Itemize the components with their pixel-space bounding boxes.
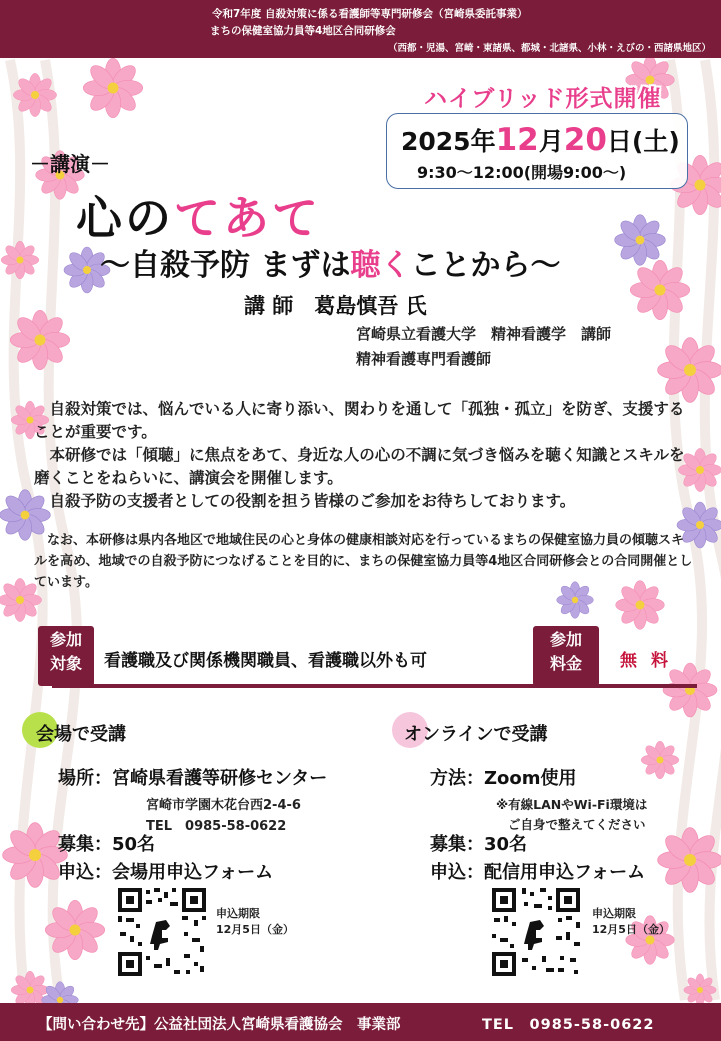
subtitle-part-2: 聴く [350,248,411,283]
date-weekday: (土) [631,127,680,156]
header-line-3: （西都・児湯、宮崎・東諸県、都城・北諸県、小林・えびの・西諸県地区） [387,43,711,54]
header-line-1: 令和7年度 自殺対策に係る看護師等専門研修会（宮崎県委託事業） [212,8,528,20]
subtitle-part-3: ことから～ [410,248,561,283]
note-paragraph: なお、本研修は県内各地区で地域住民の心と身体の健康相談対応を行っているまちの保健室協力員の傾聴スキルを高め、地域での自殺予防につなげることを目的に、まちの保健室協力員等4地区合同研修会との合同開催としています。 [34,533,693,590]
online-deadline [592,906,670,938]
title-part-2: てあて [174,191,321,245]
date-year: 2025年 [401,127,496,156]
venue-deadline-date: 12月5日（金） [216,923,294,936]
fee-badge-line-1: 参加 [549,630,582,649]
description-paragraph-1: 自殺対策では、悩んでいる人に寄り添い、関わりを通して「孤独・孤立」を防ぎ、支援することが重要です。 [34,400,685,441]
online-deadline-date: 12月5日（金） [592,923,670,936]
date-month: 12 [495,122,539,158]
online-note-2: ご自身で整えてください [508,817,646,832]
date-month-unit: 月 [538,127,564,156]
venue-deadline [216,906,294,938]
fee-text: 無料 [620,651,682,671]
event-date [401,122,680,158]
target-text: 看護職及び関係機関職員、看護職以外も可 [104,651,427,671]
lecture-label: －講演－ [30,152,110,176]
footer-contact [0,1003,721,1041]
subtitle [100,240,560,284]
description-paragraph-2: 本研修では「傾聴」に焦点をあて、身近な人の心の不調に気づき悩みを聴く知識とスキルを磨くことをねらいに、講演会を開催します。 [34,446,685,487]
format-label: ハイブリッド形式開催 [424,86,662,112]
header-line-2: まちの保健室協力員等4地区合同研修会 [210,25,396,37]
venue-address: 宮崎市学園木花台西2-4-6 [146,798,301,813]
online-capacity: 募集：30名 [430,834,528,855]
venue-deadline-label: 申込期限 [216,907,260,920]
fee-badge-line-2: 料金 [549,654,582,673]
lecturer-name: 講 師 葛島慎吾 氏 [244,294,427,318]
lecturer-affiliation-1: 宮崎県立看護大学 精神看護学 講師 [356,325,612,343]
header-banner [0,0,721,58]
page-title [76,182,321,248]
footer-organization: 【問い合わせ先】公益社団法人宮崎県看護協会 事業部 [38,1017,401,1033]
date-day: 20 [563,122,607,158]
venue-qr-code[interactable] [116,886,208,978]
target-badge [38,626,94,686]
online-apply: 申込：配信用申込フォーム [430,862,646,883]
online-heading: オンラインで受講 [404,724,548,745]
footer-tel: TEL 0985-58-0622 [482,1017,655,1033]
venue-capacity: 募集：50名 [58,834,156,855]
subtitle-part-1: ～自殺予防 まずは [100,248,351,283]
title-part-1: 心の [76,191,174,245]
date-day-unit: 日 [606,127,632,156]
target-badge-line-1: 参加 [49,630,82,649]
lecturer-affiliation-2: 精神看護専門看護師 [356,350,492,368]
online-method: 方法：Zoom使用 [430,768,577,789]
target-badge-line-2: 対象 [49,654,82,673]
target-band-underline [52,684,697,688]
description-paragraph-3: 自殺予防の支援者としての役割を担う皆様のご参加をお待ちしております。 [34,492,576,510]
online-deadline-label: 申込期限 [592,907,636,920]
event-time: 9:30～12:00(開場9:00～) [417,163,627,182]
online-qr-code[interactable] [490,886,582,978]
fee-badge [533,626,599,686]
venue-tel: TEL 0985-58-0622 [146,819,287,834]
date-box [386,113,688,189]
online-note-1: ※有線LANやWi-Fi環境は [496,797,648,812]
venue-heading: 会場で受講 [36,724,126,745]
venue-apply: 申込：会場用申込フォーム [58,862,274,883]
venue-place: 場所：宮崎県看護等研修センター [58,768,328,789]
description [34,398,688,513]
